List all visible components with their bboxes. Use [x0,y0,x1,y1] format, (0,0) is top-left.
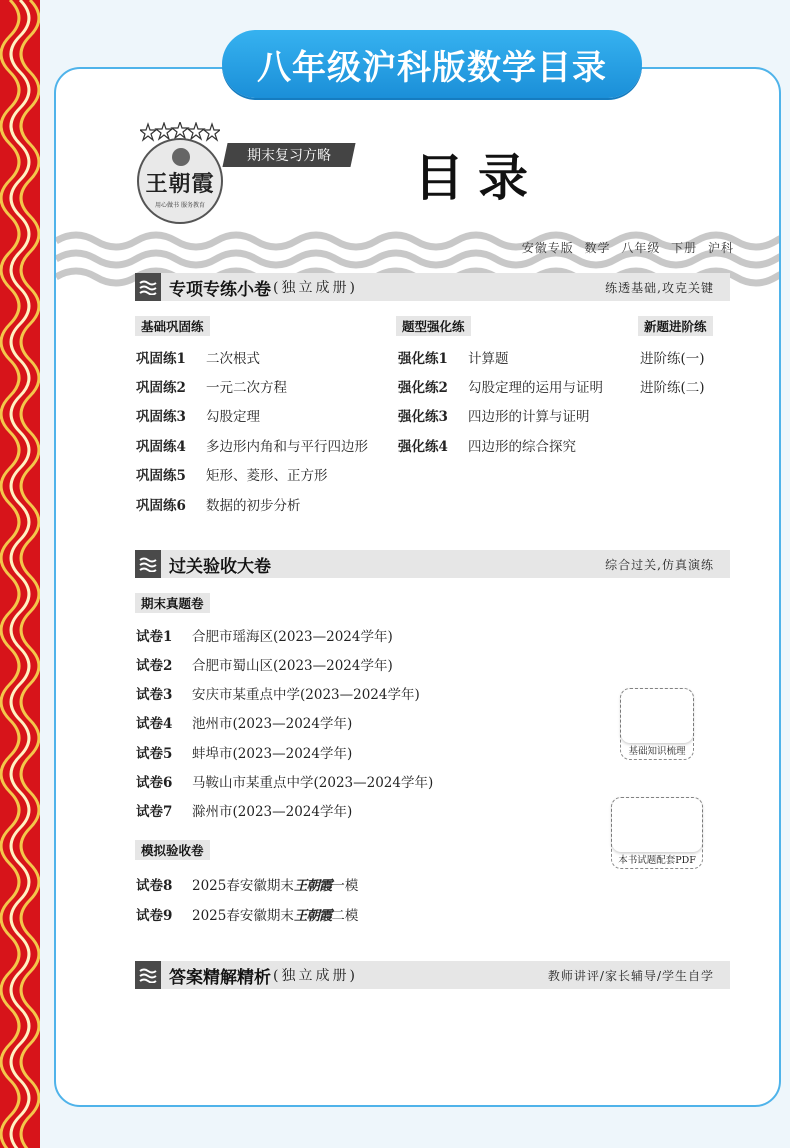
list-item: 巩固练4 多边形内角和与平行四边形 [136,439,368,455]
category-advanced: 新题进阶练 [638,316,713,336]
category-basic: 基础巩固练 [135,316,210,336]
list-item: 强化练3 四边形的计算与证明 [398,409,590,425]
decorative-strip [0,0,40,1148]
list-item: 巩固练2 一元二次方程 [136,380,287,396]
list-item: 试卷6 马鞍山市某重点中学(2023—2024学年) [136,775,434,791]
list-item: 试卷8 2025春安徽期末王朝霞一模 [136,878,359,894]
list-item: 强化练2 勾股定理的运用与证明 [398,380,603,396]
list-item: 试卷7 滁州市(2023—2024学年) [136,804,353,820]
list-item: 进阶练(一) [640,351,705,367]
list-item: 进阶练(二) [640,380,705,396]
content-card [54,67,781,1107]
list-item: 试卷4 池州市(2023—2024学年) [136,716,353,732]
category-mock-exams: 模拟验收卷 [135,840,210,860]
waves-icon [135,961,161,989]
section-title: 答案精解精析 [169,967,271,988]
section-subtitle: (独立成册) [273,968,358,984]
section-header-final-exam [135,550,730,578]
logo-name: 王朝霞 [145,171,215,197]
section-header-special-practice [135,273,730,301]
category-real-exams: 期末真题卷 [135,593,210,613]
logo-slogan: 用心做书 服务教育 [155,202,205,209]
qr-label: 本书试题配套PDF [618,855,696,866]
section-title: 过关验收大卷 [169,556,271,577]
section-title: 专项专练小卷 [169,279,271,300]
list-item: 试卷2 合肥市蜀山区(2023—2024学年) [136,658,393,674]
list-item: 巩固练1 二次根式 [136,351,260,367]
list-item: 巩固练5 矩形、菱形、正方形 [136,468,328,484]
list-item: 巩固练3 勾股定理 [136,409,260,425]
page-title: 目录 [414,149,542,207]
list-item: 巩固练6 数据的初步分析 [136,498,301,514]
portrait-icon [172,148,190,166]
section-note: 练透基础,攻克关键 [605,280,714,295]
qr-code-knowledge[interactable] [620,688,694,760]
list-item: 试卷9 2025春安徽期末王朝霞二模 [136,908,359,924]
banner-title: 八年级沪科版数学目录 [222,30,642,98]
list-item: 试卷1 合肥市瑶海区(2023—2024学年) [136,629,393,645]
section-header-answers [135,961,730,989]
section-note: 综合过关,仿真演练 [605,557,714,572]
qr-code-pdf[interactable] [611,797,703,869]
list-item: 强化练4 四边形的综合探究 [398,439,576,455]
list-item: 强化练1 计算题 [398,351,509,367]
section-subtitle: (独立成册) [273,280,358,296]
brand-logo [137,138,223,224]
category-question-type: 题型强化练 [396,316,471,336]
section-note: 教师讲评/家长辅导/学生自学 [547,968,714,983]
qr-label: 基础知识梳理 [628,746,686,757]
waves-icon [135,550,161,578]
waves-icon [135,273,161,301]
series-tag: 期末复习方略 [222,143,355,167]
book-meta: 安徽专版 数学 八年级 下册 沪科 [521,241,734,255]
list-item: 试卷5 蚌埠市(2023—2024学年) [136,746,353,762]
list-item: 试卷3 安庆市某重点中学(2023—2024学年) [136,687,420,703]
